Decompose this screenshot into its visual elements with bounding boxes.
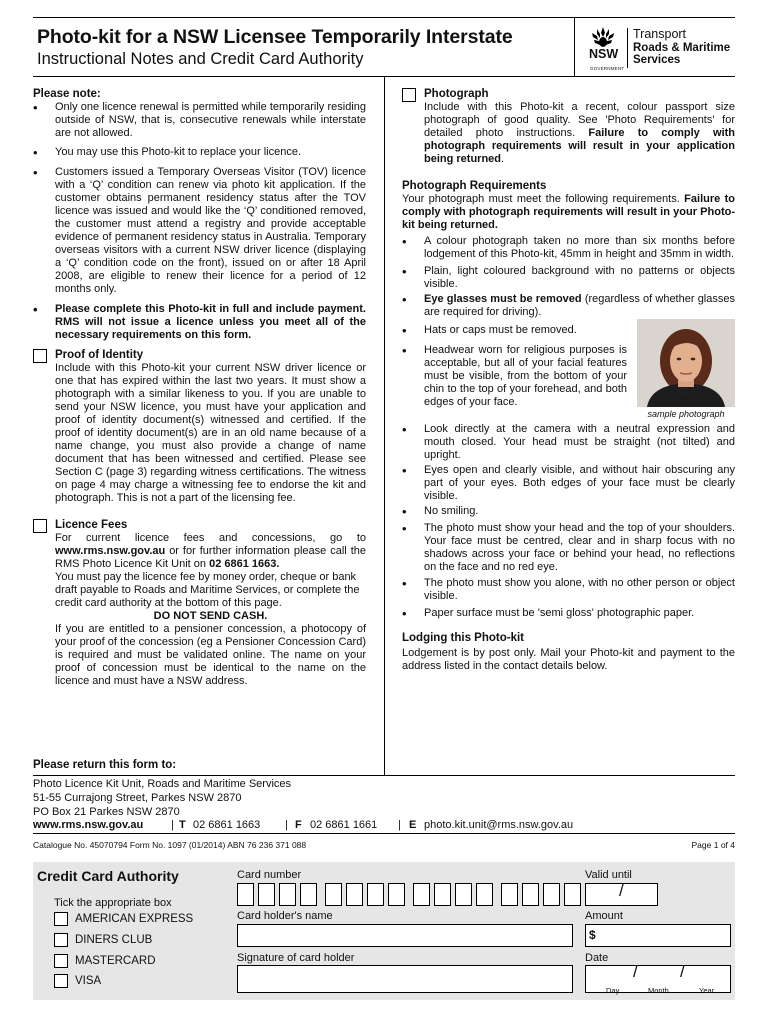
card-digit-box[interactable] [476, 883, 493, 906]
note-item: • You may use this Photo-kit to replace your licence. [33, 146, 366, 159]
waratah-icon [588, 25, 618, 49]
photo-requirements-intro [402, 193, 735, 232]
card-digit-box[interactable] [237, 883, 254, 906]
phone-number: 02 6861 1663 [193, 819, 261, 831]
credit-card-authority [33, 862, 735, 1000]
phone-label: T [179, 819, 186, 831]
requirements-warning: Failure to comply with photograph requirements will result in your Photo-kit being returned. [402, 193, 735, 231]
return-section [33, 759, 735, 776]
licence-fees-checkbox[interactable] [33, 519, 47, 533]
credit-card-title: Credit Card Authority [37, 868, 179, 884]
requirements-intro-text: Your photograph must meet the following requirements. [402, 193, 685, 205]
day-label: Day [606, 986, 620, 995]
logo-transport-text: Transport [633, 27, 687, 41]
mastercard-checkbox[interactable] [54, 954, 68, 968]
fees-text: For current licence fees and concessions, go to [55, 532, 366, 544]
contact-details [33, 818, 735, 834]
proof-of-identity-section [33, 349, 366, 505]
card-digit-box[interactable] [300, 883, 317, 906]
contact-sep: | [171, 819, 174, 831]
card-digit-box[interactable] [258, 883, 275, 906]
fax-label: F [295, 819, 302, 831]
licence-fees-para-1 [55, 532, 366, 571]
page-subtitle: Instructional Notes and Credit Card Authority [37, 50, 364, 68]
card-number-label: Card number [237, 869, 302, 881]
licence-fees-section [33, 519, 366, 688]
glasses-text: (regardless of whether glasses are required for driving). [424, 293, 735, 318]
address-line: 51-55 Currajong Street, Parkes NSW 2870 [33, 792, 242, 804]
photograph-body [424, 101, 735, 166]
card-digit-box[interactable] [388, 883, 405, 906]
month-label: Month [648, 986, 669, 995]
lodging-heading: Lodging this Photo-kit [402, 632, 525, 644]
requirement-item: • Plain, light coloured background with no patterns or objects visible. [402, 265, 735, 291]
photograph-text-end: . [501, 153, 505, 165]
requirement-item-glasses [402, 293, 735, 319]
proof-of-identity-title: Proof of Identity [55, 349, 144, 361]
card-digit-box[interactable] [522, 883, 539, 906]
photograph-title: Photograph [424, 88, 489, 100]
signature-label: Signature of card holder [237, 952, 355, 964]
card-digit-box[interactable] [325, 883, 342, 906]
card-digit-box[interactable] [346, 883, 363, 906]
catalogue-line [33, 839, 735, 852]
note-item: • Only one licence renewal is permitted while temporarily residing outside of NSW, that is, consecutive renewals while interstate are not allowed. [33, 101, 366, 140]
amount-label: Amount [585, 910, 623, 922]
requirement-item: • Hats or caps must be removed. [402, 324, 735, 337]
proof-of-identity-body: Include with this Photo-kit your current NSW driver licence or one that has expired within the last two years. It must show a photograph with a similar likeness to you. If you are unable to send your NSW licence, you must have your application and proof of identity document(s) witnessed and certified. If the proof of identity document(s) are in an old name because of a name change, you must also provide a change of name document that has been witnessed and certified. Please see Section C (page 3) regarding witness certifications. The witness on page 4 may charge a witnessing fee to endorse the kit and photograph. This is not a part of the licensing fee. [55, 362, 366, 504]
address-line: PO Box 21 Parkes NSW 2870 [33, 806, 180, 818]
requirement-item: • The photo must show your head and the top of your shoulders. Your face must be centred, clear and in sharp focus with no shadows across your face or behind your head, no reflections on the face and no red eye. [402, 522, 735, 574]
no-cash-warning: DO NOT SEND CASH. [153, 610, 268, 622]
requirement-item: • Eyes open and clearly visible, and without hair obscuring any part of your eyes. Both edges of your face must be clearly visible. [402, 464, 735, 503]
page-number: Page 1 of 4 [691, 840, 735, 850]
diners-checkbox[interactable] [54, 933, 68, 947]
requirement-item: • Paper surface must be 'semi gloss' photographic paper. [402, 607, 735, 620]
contact-sep: | [285, 819, 288, 831]
fees-text: or for further information please call the RMS Photo Licence Kit Unit on [55, 545, 366, 570]
email-link[interactable]: photo.kit.unit@rms.nsw.gov.au [424, 819, 574, 831]
rms-website-link[interactable]: www.rms.nsw.gov.au [55, 545, 166, 557]
tick-box-instruction: Tick the appropriate box [54, 897, 172, 909]
glasses-warning: Eye glasses must be removed [424, 293, 582, 305]
requirement-item: • Look directly at the camera with a neutral expression and mouth closed. Your head must be straight (not tilted) and upright. [402, 423, 735, 462]
contact-sep: | [398, 819, 401, 831]
headwear-text: Headwear worn for religious purposes is acceptable, but all of your facial features must be visible, from the bottom of your chin to the top of your forehead, and both edges of your face. [424, 344, 627, 408]
card-digit-box[interactable] [501, 883, 518, 906]
nsw-transport-logo [574, 18, 735, 76]
visa-checkbox[interactable] [54, 974, 68, 988]
column-divider [384, 77, 385, 776]
amex-label: AMERICAN EXPRESS [75, 913, 194, 925]
return-heading: Please return this form to: [33, 759, 735, 776]
card-digit-box[interactable] [413, 883, 430, 906]
return-address [33, 777, 735, 819]
card-number-field[interactable] [237, 883, 589, 906]
date-slash: / [680, 962, 685, 981]
photo-requirements-list [402, 235, 735, 620]
card-digit-box[interactable] [543, 883, 560, 906]
diners-label: DINERS CLUB [75, 934, 153, 946]
logo-divider [627, 28, 628, 68]
licence-fees-para-3: If you are entitled to a pensioner concession, a photocopy of your proof of the concession (eg a Pensioner Concession Card) is required and must be validated online. The name on your proof of concession must be identical to the name on the licence and must have a NSW address. [55, 623, 366, 687]
dollar-sign: $ [589, 928, 596, 942]
card-digit-box[interactable] [367, 883, 384, 906]
photograph-warning: Failure to comply with photograph requirements will result in your application being returned [424, 127, 736, 165]
holder-name-field[interactable] [237, 924, 573, 947]
signature-field[interactable] [237, 965, 573, 993]
date-slash: / [633, 962, 638, 981]
page-title: Photo-kit for a NSW Licensee Temporarily Interstate [37, 26, 513, 48]
header [33, 17, 735, 77]
card-digit-box[interactable] [434, 883, 451, 906]
please-note-heading: Please note: [33, 88, 101, 100]
card-digit-box[interactable] [455, 883, 472, 906]
portrait-icon [637, 319, 735, 407]
note-item: • Please complete this Photo-kit in full and include payment. RMS will not issue a licence unless you meet all of the necessary requirements on this form. [33, 303, 366, 342]
card-digit-box[interactable] [564, 883, 581, 906]
fax-number: 02 6861 1661 [310, 819, 378, 831]
requirement-item: • No smiling. [402, 505, 735, 518]
logo-government-text: GOVERNMENT [590, 66, 625, 71]
catalogue-number: Catalogue No. 45070794 Form No. 1097 (01/2014) ABN 76 236 371 088 [33, 840, 307, 850]
logo-nsw-text: NSW [589, 47, 619, 61]
right-column [402, 88, 735, 673]
amount-field[interactable] [585, 924, 731, 947]
photo-requirements-heading: Photograph Requirements [402, 180, 547, 192]
logo-rms-text-1: Roads & Maritime [633, 42, 731, 54]
requirement-item-headwear [402, 344, 735, 419]
logo-rms-text-2: Services [633, 54, 681, 66]
photograph-section [402, 88, 735, 166]
visa-label: VISA [75, 975, 102, 987]
holder-name-label: Card holder's name [237, 910, 333, 922]
photograph-checkbox[interactable] [402, 88, 416, 102]
email-label: E [409, 819, 417, 831]
rms-phone: 02 6861 1663. [209, 558, 280, 570]
requirement-item: • A colour photograph taken no more than six months before lodgement of this Photo-kit, 45mm in height and 35mm in width. [402, 235, 735, 261]
requirement-item: • The photo must show you alone, with no other person or object visible. [402, 577, 735, 603]
year-label: Year [699, 986, 715, 995]
sample-photo [637, 319, 735, 421]
sample-photo-image [637, 319, 735, 407]
valid-until-slash: / [619, 881, 624, 900]
licence-fees-para-2: You must pay the licence fee by money order, cheque or bank draft payable to Roads and Maritime Services, or complete the credit card authority at the bottom of this page. [55, 571, 360, 609]
sample-photo-caption: • sample photograph [647, 409, 725, 419]
date-label: Date [585, 952, 609, 964]
lodging-body: Lodgement is by post only. Mail your Photo-kit and payment to the address listed in the contact details below. [402, 647, 735, 672]
left-column [33, 88, 366, 688]
licence-fees-title: Licence Fees [55, 519, 128, 531]
address-line: Photo Licence Kit Unit, Roads and Maritime Services [33, 778, 292, 790]
website-link[interactable]: www.rms.nsw.gov.au [33, 819, 144, 831]
proof-of-identity-checkbox[interactable] [33, 349, 47, 363]
amex-checkbox[interactable] [54, 912, 68, 926]
note-item: • Customers issued a Temporary Overseas Visitor (TOV) licence with a ‘Q’ condition can renew via photo kit application. If the customer obtains permanent residency status after the TOV licence was issued and would like the ‘Q’ conditioned removed, the customer must attend a registry and provide acceptable evidence of permanent residency status in Australia. Temporary overseas visitors with a current NSW driver licence (displaying a ‘Q’ condition code on the front), issued on or after 18 April 2008, are eligible to renew their licence for a period of 12 months only. [33, 166, 366, 296]
photograph-text: Include with this Photo-kit a recent, colour passport size photograph of good quality. See 'Photo Requirements' for detailed photo instructions. [424, 101, 735, 139]
valid-until-label: Valid until [585, 869, 632, 881]
notes-list [33, 101, 366, 342]
mastercard-label: MASTERCARD [75, 955, 156, 967]
card-digit-box[interactable] [279, 883, 296, 906]
